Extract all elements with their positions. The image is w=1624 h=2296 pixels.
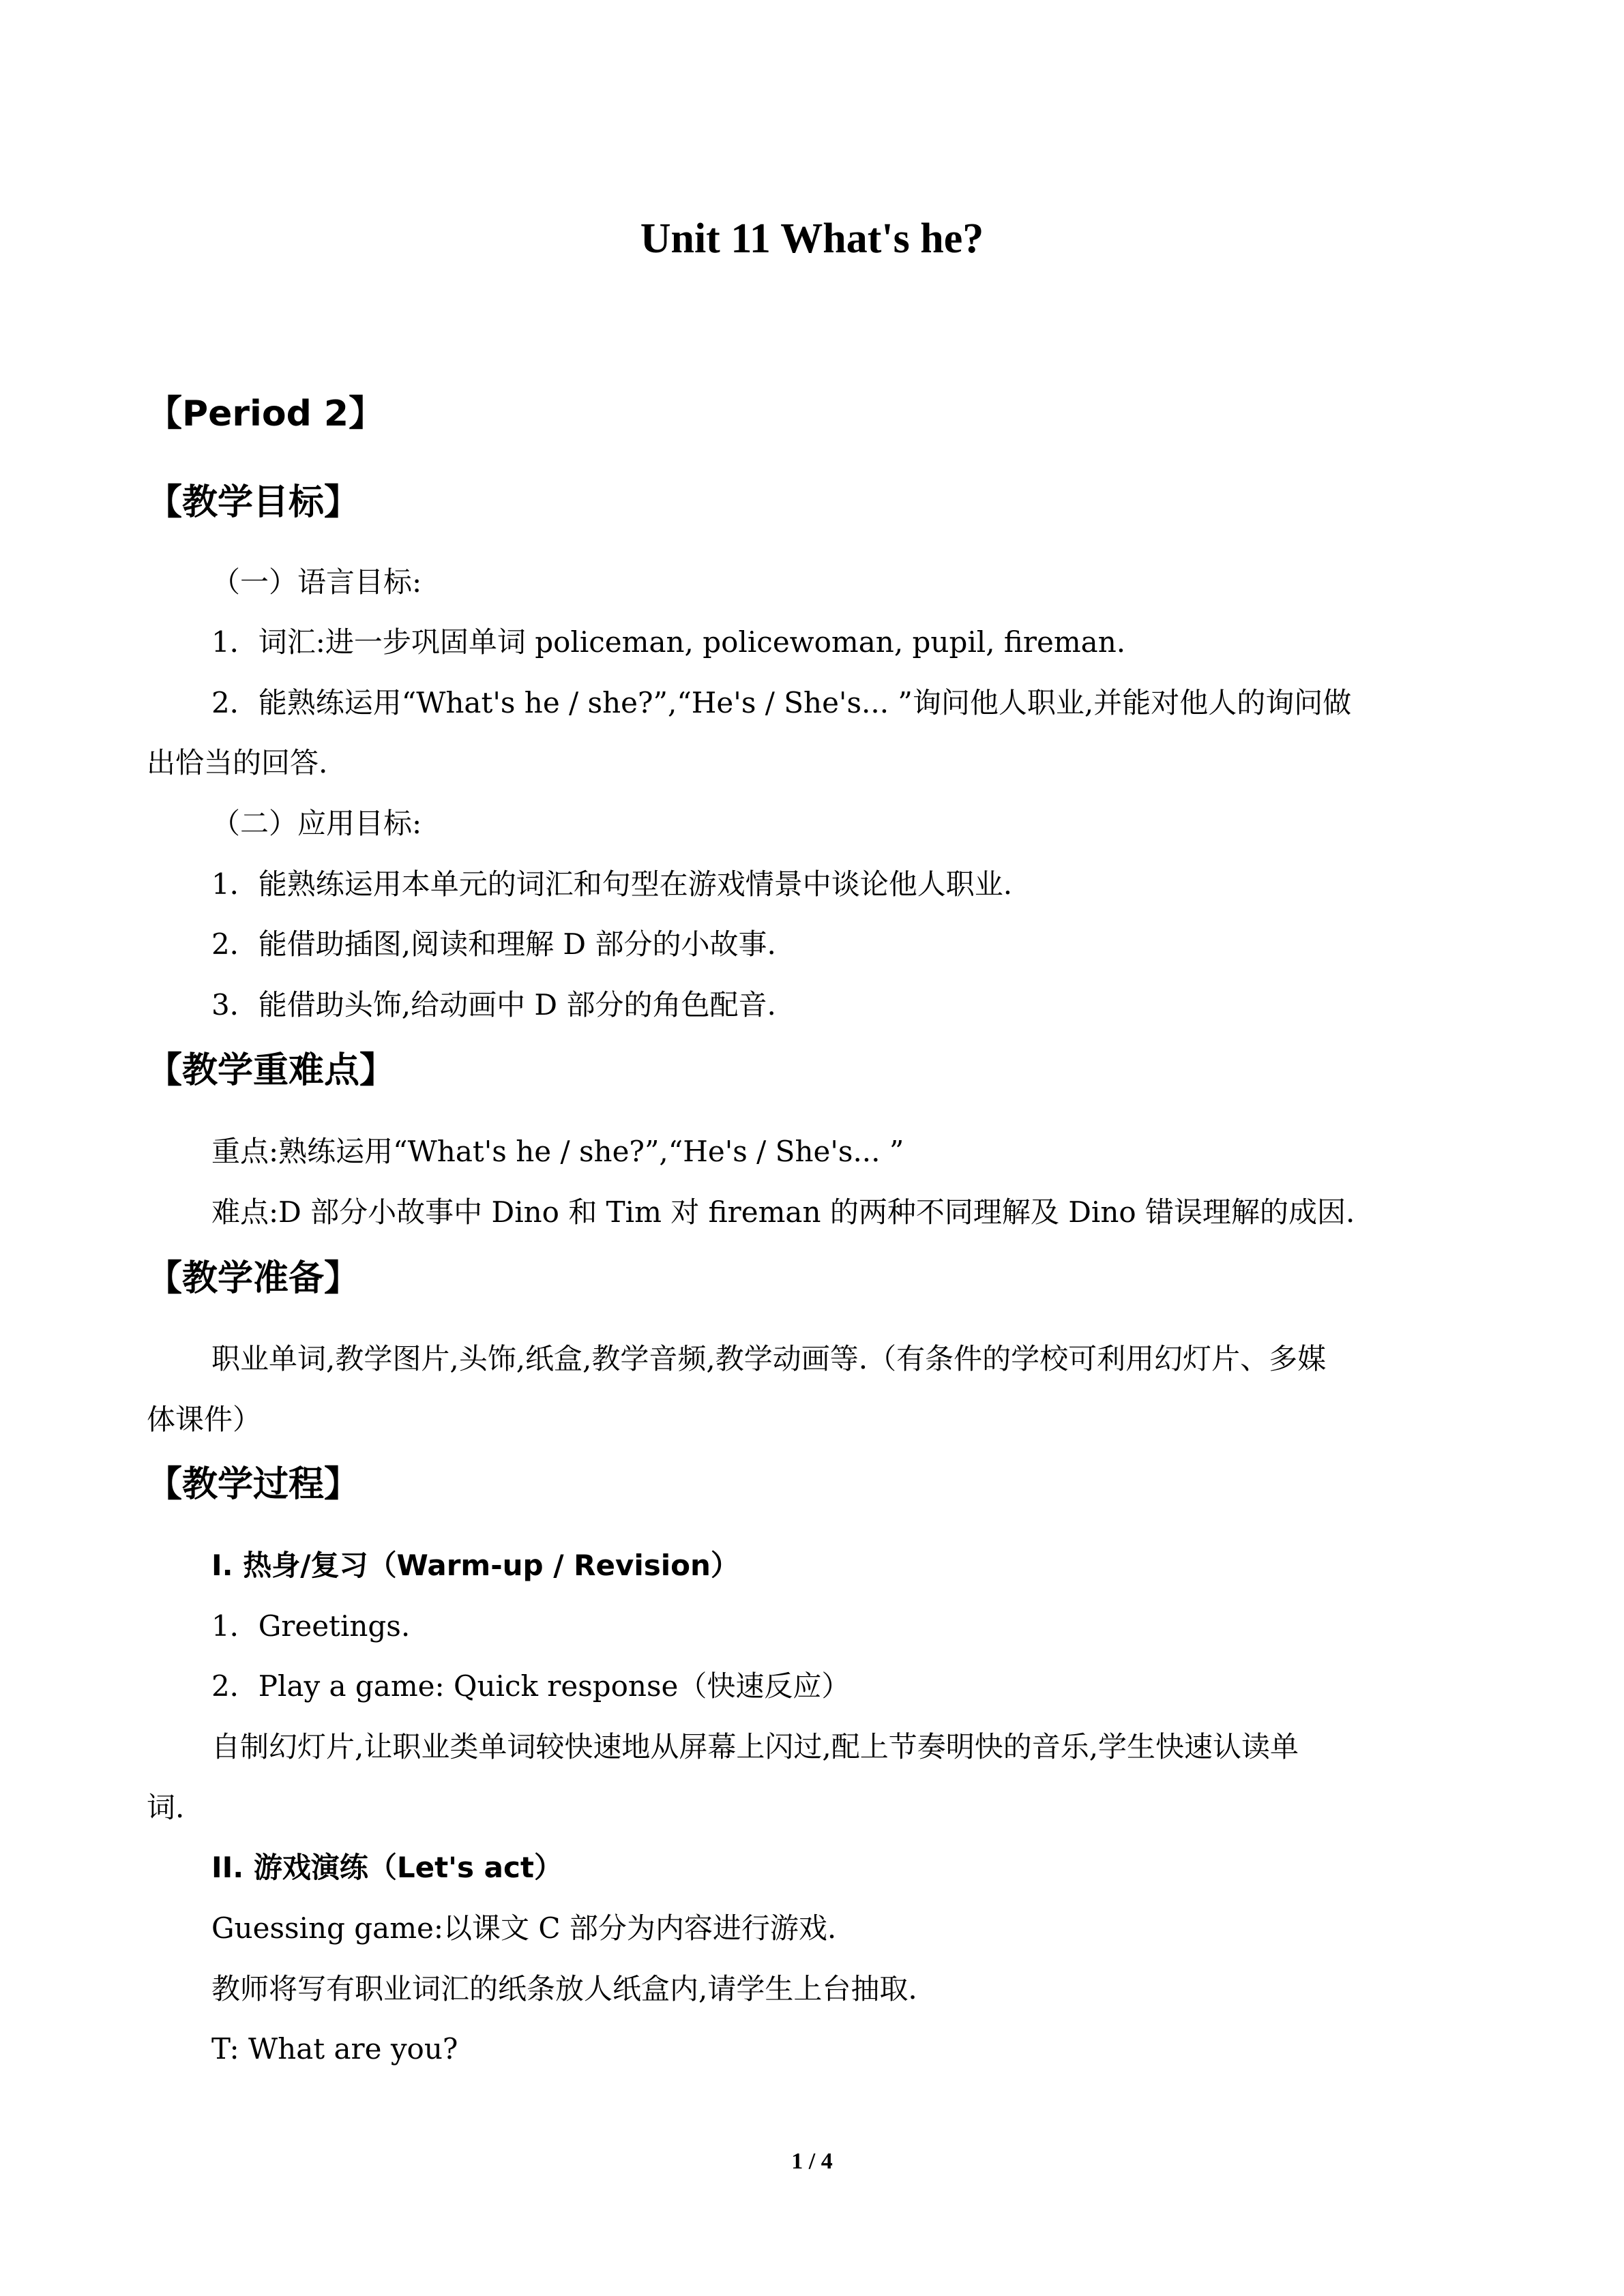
step-1-item-2: 2．Play a game: Quick response（快速反应） [211,1669,851,1703]
language-goal-label: （一）语言目标: [211,565,422,599]
document-title: Unit 11 What's he? [640,215,984,262]
process-heading: 【教学过程】 [147,1464,360,1505]
application-goal-item-2: 2．能借助插图,阅读和理解 D 部分的小故事. [211,927,776,961]
application-goal-item-3: 3．能借助头饰,给动画中 D 部分的角色配音. [211,988,776,1022]
preparation-heading: 【教学准备】 [147,1258,360,1299]
step-2-item-2: 教师将写有职业词汇的纸条放人纸盒内,请学生上台抽取. [211,1972,917,2006]
step-2-title: II. 游戏演练（Let's act） [211,1851,563,1884]
period-heading: 【Period 2】 [147,393,385,434]
key-points-heading: 【教学重难点】 [147,1050,396,1091]
preparation-line-2: 体课件） [147,1403,262,1436]
difficult-point-text: 难点:D 部分小故事中 Dino 和 Tim 对 fireman 的两种不同理解及 Dino 错误理解的成因. [211,1195,1355,1229]
step-2-item-3: T: What are you? [211,2032,458,2066]
objectives-heading: 【教学目标】 [147,482,360,523]
step-2-item-1: Guessing game:以课文 C 部分为内容进行游戏. [211,1911,837,1945]
application-goal-label: （二）应用目标: [211,807,422,840]
step-1-item-1: 1．Greetings. [211,1609,411,1643]
key-point-text: 重点:熟练运用“What's he / she?”,“He's / She's... ” [211,1135,904,1168]
step-1-description-line-2: 词. [147,1791,185,1824]
language-goal-item-1: 1．词汇:进一步巩固单词 policeman, policewoman, pupil, fireman. [211,625,1126,659]
language-goal-item-2-line-1: 2．能熟练运用“What's he / she?”,“He's / She's... ”询问他人职业,并能对他人的询问做 [211,686,1352,719]
page-number: 1 / 4 [791,2149,833,2174]
preparation-line-1: 职业单词,教学图片,头饰,纸盒,教学音频,教学动画等.（有条件的学校可利用幻灯片、多媒 [211,1342,1327,1375]
step-1-description-line-1: 自制幻灯片,让职业类单词较快速地从屏幕上闪过,配上节奏明快的音乐,学生快速认读单 [211,1730,1299,1763]
language-goal-item-2-line-2: 出恰当的回答. [147,746,328,779]
application-goal-item-1: 1．能熟练运用本单元的词汇和句型在游戏情景中谈论他人职业. [211,867,1013,901]
step-1-title: I. 热身/复习（Warm-up / Revision） [211,1549,739,1582]
